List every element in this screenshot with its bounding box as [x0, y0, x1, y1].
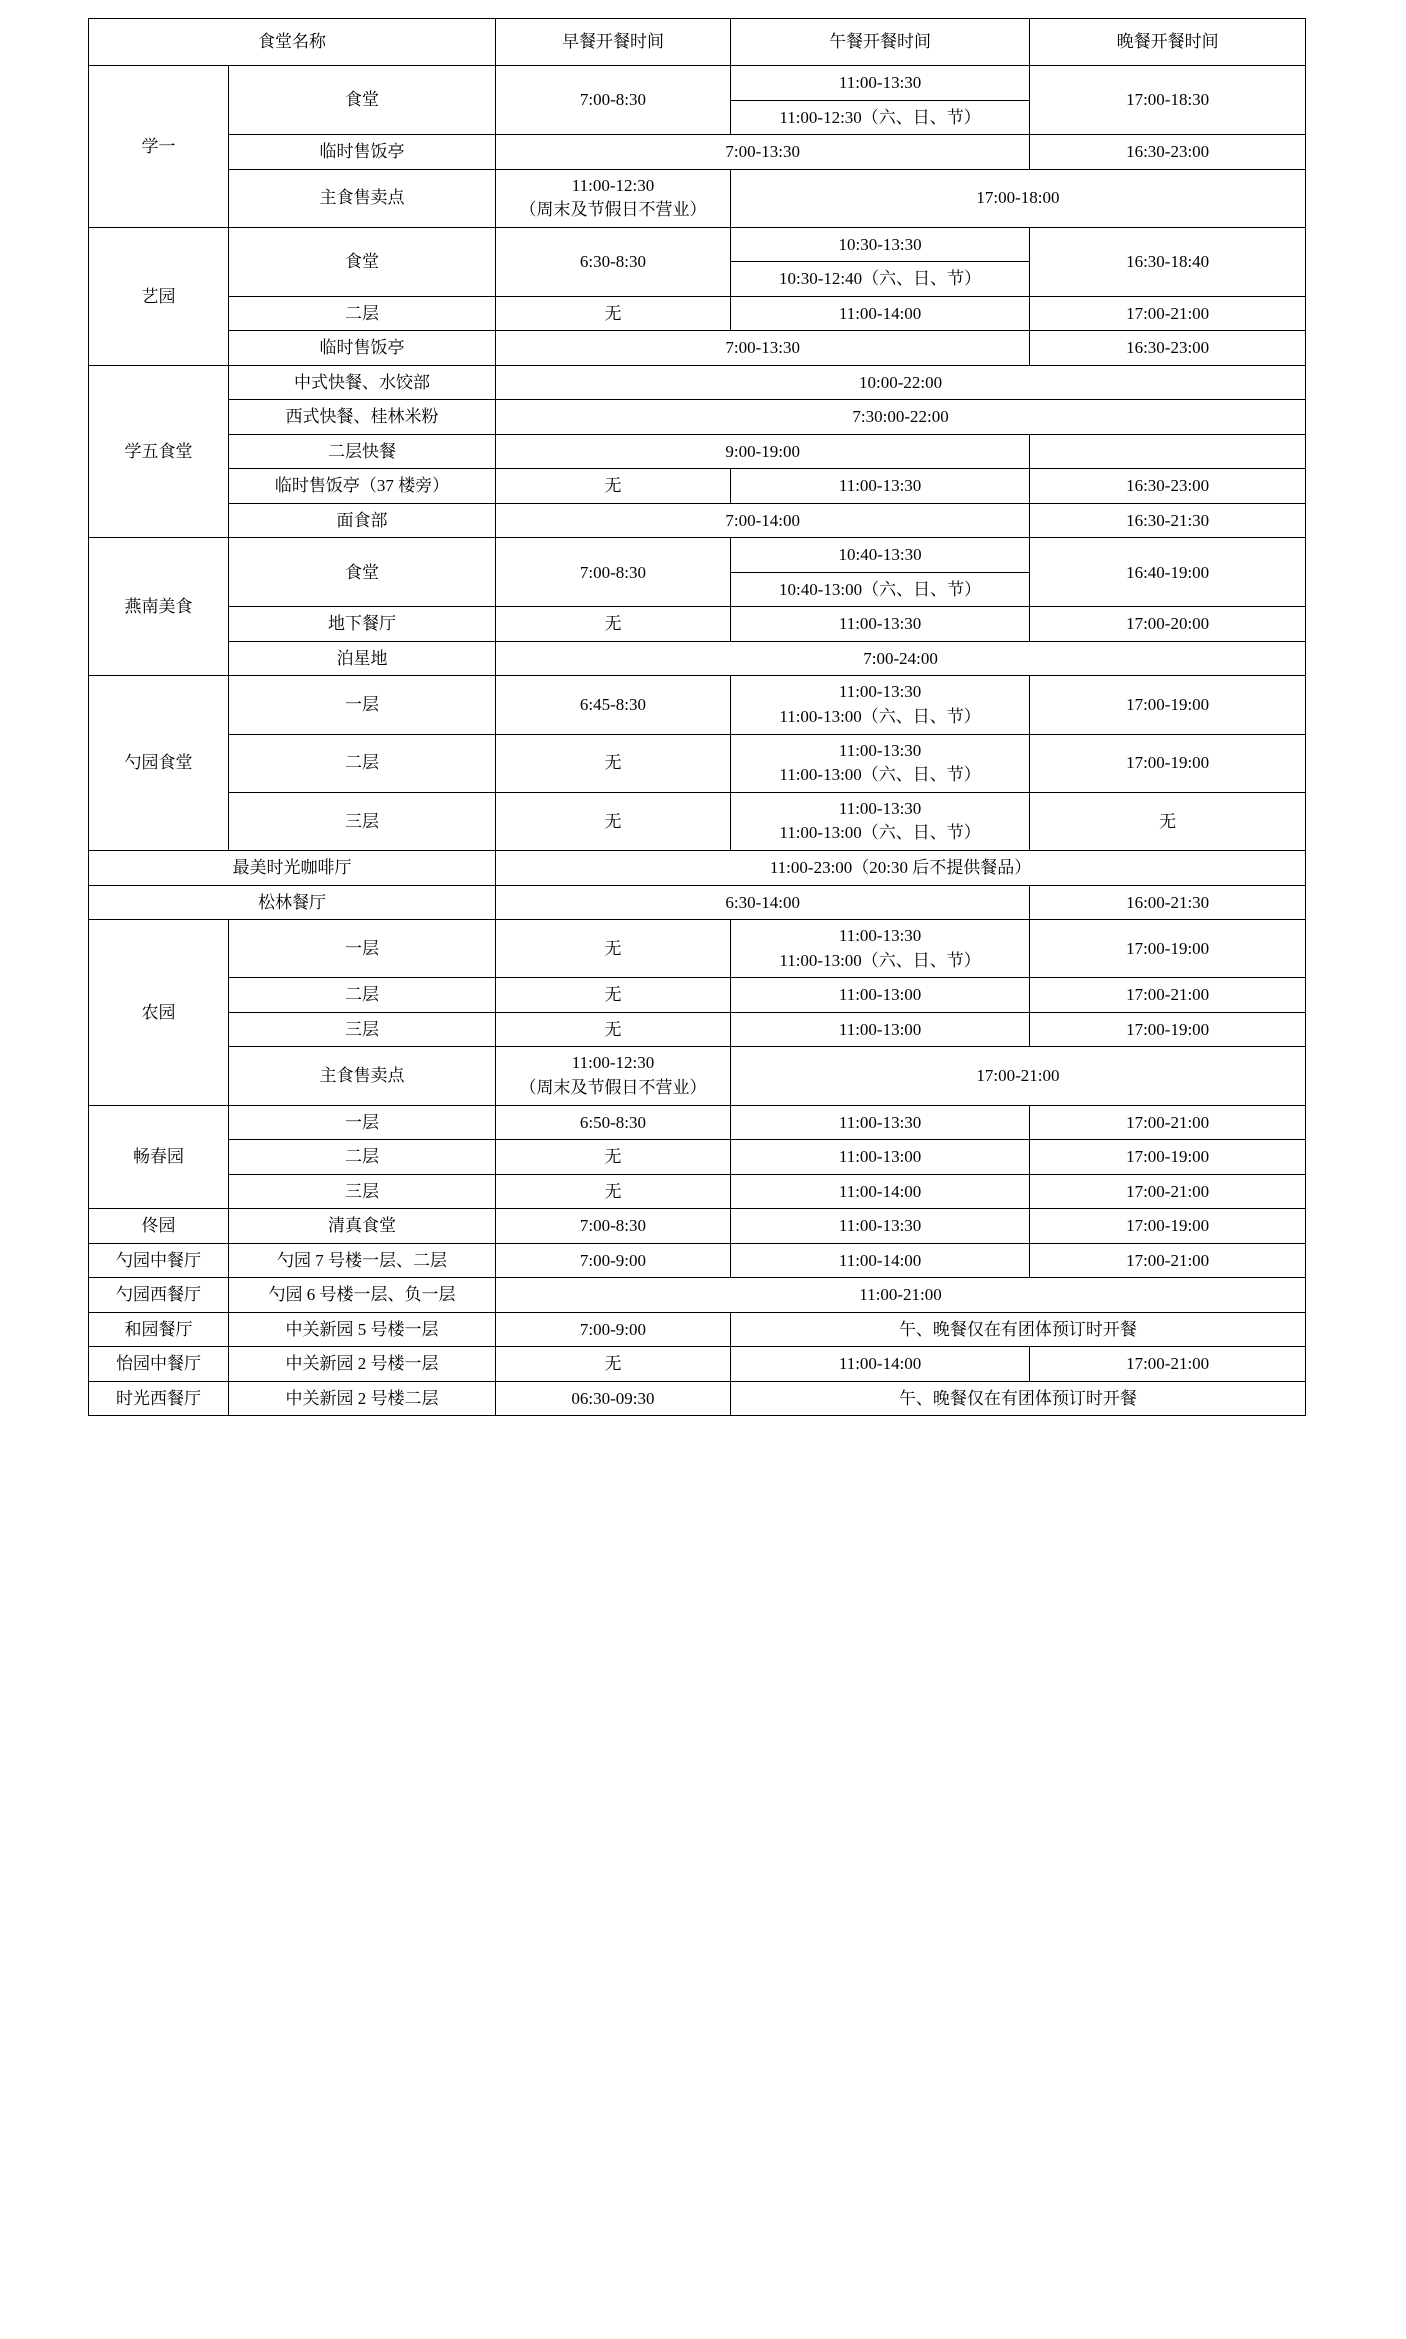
item-name: 食堂	[229, 66, 496, 135]
item-name: 临时售饭亭	[229, 135, 496, 170]
time-lunch: 11:00-14:00	[730, 296, 1029, 331]
time-dinner: 17:00-19:00	[1030, 1209, 1306, 1244]
time-dinner: 16:30-23:00	[1030, 331, 1306, 366]
item-name: 面食部	[229, 503, 496, 538]
group-name: 畅春园	[89, 1105, 229, 1209]
table-row	[89, 1347, 1306, 1382]
time-all: 11:00-21:00	[496, 1278, 1306, 1313]
table-row	[89, 135, 1306, 170]
item-name: 三层	[229, 792, 496, 850]
item-name: 临时售饭亭（37 楼旁）	[229, 469, 496, 504]
time-breakfast: 7:00-9:00	[496, 1312, 731, 1347]
time-dinner: 17:00-21:00	[1030, 978, 1306, 1013]
group-name: 最美时光咖啡厅	[89, 851, 496, 886]
time-dinner: 17:00-21:00	[1030, 1347, 1306, 1382]
item-name: 中关新园 5 号楼一层	[229, 1312, 496, 1347]
item-name: 一层	[229, 1105, 496, 1140]
time-lunch-alt: 10:30-12:40（六、日、节）	[730, 262, 1029, 297]
item-name: 中式快餐、水饺部	[229, 365, 496, 400]
table-row	[89, 607, 1306, 642]
time-lunch-dinner: 午、晚餐仅在有团体预订时开餐	[730, 1381, 1305, 1416]
time-dinner	[1030, 434, 1306, 469]
item-name: 中关新园 2 号楼二层	[229, 1381, 496, 1416]
time-dinner: 17:00-19:00	[1030, 734, 1306, 792]
time-breakfast: 7:00-9:00	[496, 1243, 731, 1278]
table-header-row	[89, 19, 1306, 66]
time-breakfast-lunch: 7:00-13:30	[496, 331, 1030, 366]
cell-line: 11:00-13:00（六、日、节）	[779, 950, 981, 970]
item-name: 二层	[229, 734, 496, 792]
time-dinner: 17:00-21:00	[1030, 1105, 1306, 1140]
cell-line: 11:00-12:30	[571, 1053, 655, 1073]
item-name: 二层快餐	[229, 434, 496, 469]
item-name: 食堂	[229, 538, 496, 607]
time-lunch	[730, 676, 1029, 734]
cell-line: 11:00-13:30	[838, 926, 922, 946]
group-name: 燕南美食	[89, 538, 229, 676]
cell-line: （周末及节假日不营业）	[519, 200, 707, 220]
time-dinner: 16:30-18:40	[1030, 227, 1306, 296]
table-row	[89, 1312, 1306, 1347]
table-row	[89, 1381, 1306, 1416]
group-name: 勺园中餐厅	[89, 1243, 229, 1278]
time-all: 10:00-22:00	[496, 365, 1306, 400]
item-name: 一层	[229, 676, 496, 734]
canteen-schedule-table	[88, 18, 1306, 1416]
time-dinner: 17:00-21:00	[1030, 296, 1306, 331]
time-lunch: 11:00-14:00	[730, 1347, 1029, 1382]
item-name: 清真食堂	[229, 1209, 496, 1244]
time-breakfast: 无	[496, 1140, 731, 1175]
header-breakfast: 早餐开餐时间	[496, 19, 731, 66]
time-dinner: 16:30-21:30	[1030, 503, 1306, 538]
cell-line: 11:00-13:00（六、日、节）	[779, 823, 981, 843]
cell-line: 11:00-13:30	[838, 682, 922, 702]
group-name: 时光西餐厅	[89, 1381, 229, 1416]
time-breakfast	[496, 169, 731, 227]
time-breakfast-lunch: 7:00-13:30	[496, 135, 1030, 170]
cell-line: 11:00-13:30	[838, 798, 922, 818]
cell-line: 11:00-13:00（六、日、节）	[779, 706, 981, 726]
time-dinner: 17:00-21:00	[1030, 1174, 1306, 1209]
table-row	[89, 851, 1306, 886]
table-row	[89, 434, 1306, 469]
time-all: 11:00-23:00（20:30 后不提供餐品）	[496, 851, 1306, 886]
table-row	[89, 331, 1306, 366]
time-lunch: 11:00-13:30	[730, 1209, 1029, 1244]
time-lunch-dinner: 午、晚餐仅在有团体预订时开餐	[730, 1312, 1305, 1347]
group-name: 佟园	[89, 1209, 229, 1244]
time-lunch	[730, 920, 1029, 978]
time-dinner: 16:30-23:00	[1030, 469, 1306, 504]
time-dinner: 无	[1030, 792, 1306, 850]
item-name: 食堂	[229, 227, 496, 296]
time-lunch-dinner: 17:00-18:00	[730, 169, 1305, 227]
time-breakfast: 7:00-8:30	[496, 1209, 731, 1244]
table-row	[89, 400, 1306, 435]
table-row	[89, 978, 1306, 1013]
item-name: 二层	[229, 1140, 496, 1175]
group-name: 学五食堂	[89, 365, 229, 538]
table-row	[89, 66, 1306, 101]
table-row	[89, 227, 1306, 262]
item-name: 二层	[229, 978, 496, 1013]
time-lunch: 11:00-13:30	[730, 1105, 1029, 1140]
time-dinner: 17:00-19:00	[1030, 1140, 1306, 1175]
table-row	[89, 1209, 1306, 1244]
cell-line: （周末及节假日不营业）	[519, 1078, 707, 1098]
time-breakfast: 无	[496, 296, 731, 331]
item-name: 临时售饭亭	[229, 331, 496, 366]
item-name: 三层	[229, 1174, 496, 1209]
time-breakfast: 无	[496, 1347, 731, 1382]
table-row	[89, 641, 1306, 676]
table-row	[89, 469, 1306, 504]
item-name: 三层	[229, 1012, 496, 1047]
time-dinner: 17:00-20:00	[1030, 607, 1306, 642]
item-name: 勺园 6 号楼一层、负一层	[229, 1278, 496, 1313]
table-row	[89, 296, 1306, 331]
time-breakfast: 无	[496, 978, 731, 1013]
group-name: 和园餐厅	[89, 1312, 229, 1347]
time-lunch: 11:00-13:00	[730, 978, 1029, 1013]
group-name: 农园	[89, 920, 229, 1106]
time-breakfast: 无	[496, 1012, 731, 1047]
cell-line: 11:00-12:30	[571, 175, 655, 195]
time-dinner: 17:00-19:00	[1030, 676, 1306, 734]
time-lunch-alt: 11:00-12:30（六、日、节）	[730, 100, 1029, 135]
time-lunch: 11:00-13:30	[730, 469, 1029, 504]
group-name: 学一	[89, 66, 229, 228]
time-breakfast: 6:45-8:30	[496, 676, 731, 734]
group-name: 艺园	[89, 227, 229, 365]
time-dinner: 17:00-21:00	[1030, 1243, 1306, 1278]
item-name: 中关新园 2 号楼一层	[229, 1347, 496, 1382]
header-canteen-name: 食堂名称	[89, 19, 496, 66]
time-lunch-dinner: 17:00-21:00	[730, 1047, 1305, 1105]
time-lunch: 11:00-13:00	[730, 1012, 1029, 1047]
time-lunch: 11:00-13:30	[730, 66, 1029, 101]
table-row	[89, 365, 1306, 400]
item-name: 主食售卖点	[229, 169, 496, 227]
time-breakfast: 无	[496, 1174, 731, 1209]
item-name: 西式快餐、桂林米粉	[229, 400, 496, 435]
time-breakfast: 7:00-8:30	[496, 66, 731, 135]
cell-line: 11:00-13:30	[838, 740, 922, 760]
table-row	[89, 1278, 1306, 1313]
group-name: 勺园西餐厅	[89, 1278, 229, 1313]
group-name: 怡园中餐厅	[89, 1347, 229, 1382]
item-name: 一层	[229, 920, 496, 978]
table-row	[89, 169, 1306, 227]
table-row	[89, 1105, 1306, 1140]
table-row	[89, 538, 1306, 573]
time-lunch: 10:30-13:30	[730, 227, 1029, 262]
time-breakfast: 6:50-8:30	[496, 1105, 731, 1140]
header-dinner: 晚餐开餐时间	[1030, 19, 1306, 66]
time-lunch: 10:40-13:30	[730, 538, 1029, 573]
table-row	[89, 1012, 1306, 1047]
table-row	[89, 503, 1306, 538]
time-lunch: 11:00-14:00	[730, 1243, 1029, 1278]
time-breakfast-lunch: 9:00-19:00	[496, 434, 1030, 469]
time-dinner: 16:40-19:00	[1030, 538, 1306, 607]
time-breakfast	[496, 1047, 731, 1105]
time-dinner: 16:00-21:30	[1030, 885, 1306, 920]
time-breakfast-lunch: 6:30-14:00	[496, 885, 1030, 920]
time-breakfast: 7:00-8:30	[496, 538, 731, 607]
table-row	[89, 1174, 1306, 1209]
time-lunch: 11:00-13:30	[730, 607, 1029, 642]
time-lunch	[730, 792, 1029, 850]
table-row	[89, 885, 1306, 920]
time-breakfast: 无	[496, 469, 731, 504]
item-name: 勺园 7 号楼一层、二层	[229, 1243, 496, 1278]
time-lunch: 11:00-13:00	[730, 1140, 1029, 1175]
time-breakfast: 6:30-8:30	[496, 227, 731, 296]
table-row	[89, 1140, 1306, 1175]
time-breakfast: 无	[496, 920, 731, 978]
time-all: 7:30:00-22:00	[496, 400, 1306, 435]
time-lunch	[730, 734, 1029, 792]
time-lunch-alt: 10:40-13:00（六、日、节）	[730, 572, 1029, 607]
time-dinner: 16:30-23:00	[1030, 135, 1306, 170]
time-breakfast: 无	[496, 792, 731, 850]
time-dinner: 17:00-19:00	[1030, 920, 1306, 978]
time-breakfast: 无	[496, 734, 731, 792]
time-breakfast: 06:30-09:30	[496, 1381, 731, 1416]
group-name: 勺园食堂	[89, 676, 229, 851]
cell-line: 11:00-13:00（六、日、节）	[779, 765, 981, 785]
time-lunch: 11:00-14:00	[730, 1174, 1029, 1209]
table-row	[89, 1243, 1306, 1278]
item-name: 地下餐厅	[229, 607, 496, 642]
time-dinner: 17:00-19:00	[1030, 1012, 1306, 1047]
group-name: 松林餐厅	[89, 885, 496, 920]
time-all: 7:00-24:00	[496, 641, 1306, 676]
item-name: 二层	[229, 296, 496, 331]
item-name: 泊星地	[229, 641, 496, 676]
header-lunch: 午餐开餐时间	[730, 19, 1029, 66]
time-dinner: 17:00-18:30	[1030, 66, 1306, 135]
time-breakfast-lunch: 7:00-14:00	[496, 503, 1030, 538]
item-name: 主食售卖点	[229, 1047, 496, 1105]
time-breakfast: 无	[496, 607, 731, 642]
table-row	[89, 1047, 1306, 1105]
